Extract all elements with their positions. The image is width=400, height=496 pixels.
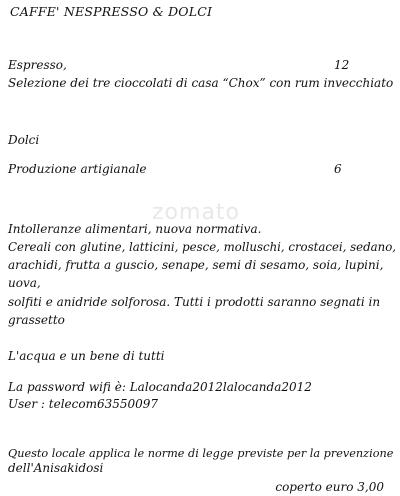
allergens-line: uova, xyxy=(8,276,41,290)
allergens-line: arachidi, frutta a guscio, senape, semi di sesamo, soia, lupini, xyxy=(8,258,384,272)
dolci-name: Produzione artigianale xyxy=(8,162,147,176)
coperto-price: coperto euro 3,00 xyxy=(275,480,384,494)
allergens-line: grassetto xyxy=(8,313,65,327)
allergens-line: Cereali con glutine, latticini, pesce, molluschi, crostacei, sedano, xyxy=(8,240,397,254)
espresso-price: 12 xyxy=(334,58,350,72)
anisakis-note: dell'Anisakidosi xyxy=(8,461,104,475)
wifi-password: La password wifi è: Lalocanda2012lalocanda2012 xyxy=(8,380,312,394)
water-note: L'acqua e un bene di tutti xyxy=(8,349,165,363)
dolci-heading: Dolci xyxy=(8,133,40,147)
espresso-name: Espresso, xyxy=(8,58,67,72)
allergens-line: Intolleranze alimentari, nuova normativa. xyxy=(8,222,262,236)
watermark-text: zomato xyxy=(152,200,241,225)
wifi-user: User : telecom63550097 xyxy=(8,397,159,411)
allergens-line: solfiti e anidride solforosa. Tutti i prodotti saranno segnati in xyxy=(8,295,381,309)
dolci-price: 6 xyxy=(334,162,342,176)
espresso-description: Selezione dei tre cioccolati di casa “Chox” con rum invecchiato xyxy=(8,76,394,90)
anisakis-note: Questo locale applica le norme di legge previste per la prevenzione xyxy=(8,447,394,460)
menu-title: CAFFE' NESPRESSO & DOLCI xyxy=(10,4,213,19)
